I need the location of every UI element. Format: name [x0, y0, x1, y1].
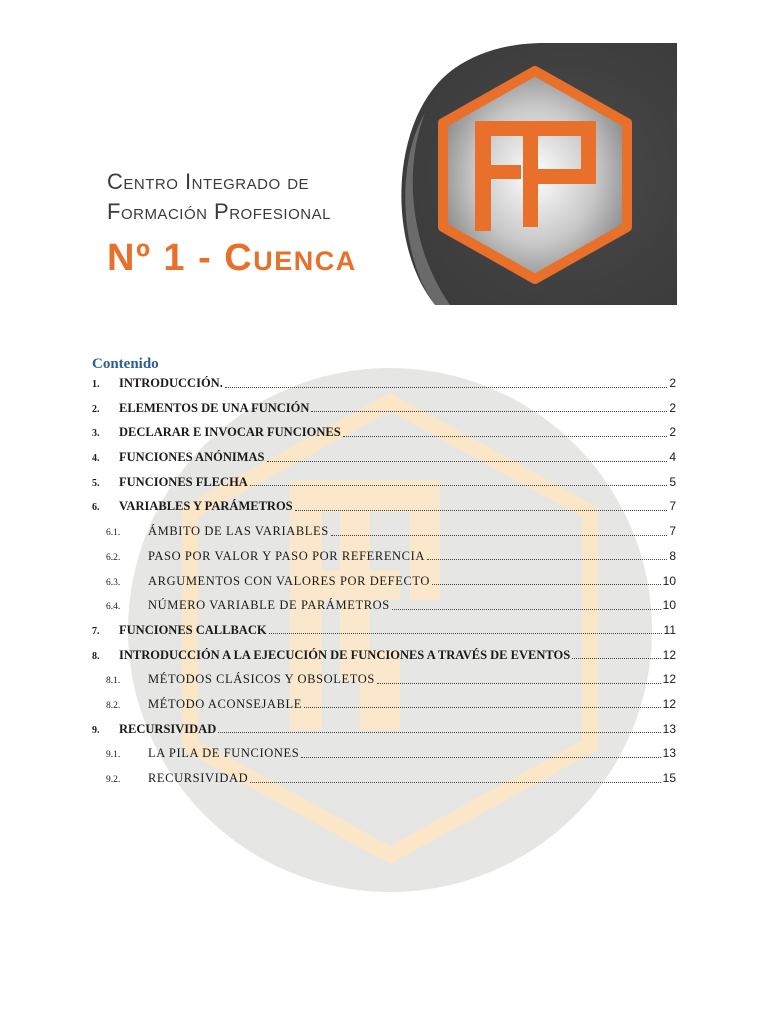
toc-entry-title: ÁMBITO DE LAS VARIABLES — [148, 524, 329, 539]
toc-entry-title: RECURSIVIDAD — [119, 721, 217, 736]
fp-logo — [395, 43, 677, 305]
toc-entry-title: DECLARAR E INVOCAR FUNCIONES — [119, 425, 341, 440]
toc-leader-dots — [304, 706, 661, 708]
toc-entry[interactable] — [92, 623, 676, 648]
table-of-contents — [92, 376, 676, 796]
toc-entry-title: INTRODUCCIÓN A LA EJECUCIÓN DE FUNCIONES A TRAVÉS DE EVENTOS — [119, 647, 571, 662]
toc-entry[interactable] — [92, 376, 676, 401]
toc-entry-page: 4 — [669, 450, 676, 465]
toc-entry[interactable] — [92, 401, 676, 426]
toc-entry-title: MÉTODOS CLÁSICOS Y OBSOLETOS — [148, 672, 375, 687]
title-line-2: Formación Profesional — [107, 199, 331, 224]
toc-entry-number: 1. — [92, 379, 100, 390]
toc-entry-page: 12 — [662, 647, 676, 662]
toc-entry[interactable] — [92, 475, 676, 500]
toc-entry-number: 6. — [92, 502, 100, 514]
toc-leader-dots — [432, 583, 661, 585]
toc-entry-number: 5. — [92, 477, 100, 489]
toc-leader-dots — [250, 484, 667, 486]
toc-entry[interactable] — [92, 450, 676, 475]
toc-entry-page: 5 — [669, 474, 676, 489]
toc-heading: Contenido — [92, 356, 159, 372]
toc-leader-dots — [427, 558, 667, 560]
toc-entry-number: 3. — [92, 428, 100, 440]
toc-entry-page: 2 — [669, 425, 676, 440]
toc-entry-title: INTRODUCCIÓN. — [119, 376, 223, 390]
title-line-1: Centro Integrado de — [107, 169, 310, 194]
toc-entry[interactable] — [92, 598, 676, 623]
toc-leader-dots — [572, 657, 660, 659]
toc-entry-number: 6.2. — [106, 552, 121, 563]
toc-entry-number: 6.1. — [106, 528, 121, 539]
toc-entry[interactable] — [92, 425, 676, 450]
toc-leader-dots — [250, 781, 660, 783]
toc-leader-dots — [331, 534, 667, 536]
toc-entry-page: 13 — [662, 721, 676, 736]
toc-entry-number: 7. — [92, 625, 100, 637]
toc-entry-page: 2 — [669, 400, 676, 415]
toc-entry[interactable] — [92, 574, 676, 599]
toc-leader-dots — [295, 509, 668, 511]
toc-entry-page: 8 — [669, 548, 676, 563]
toc-entry[interactable] — [92, 499, 676, 524]
toc-entry[interactable] — [92, 648, 676, 673]
toc-entry[interactable] — [92, 524, 676, 549]
toc-entry[interactable] — [92, 746, 676, 771]
toc-entry-number: 9.2. — [106, 775, 121, 785]
toc-entry-page: 7 — [669, 524, 676, 539]
toc-leader-dots — [225, 386, 667, 388]
toc-entry-page: 7 — [669, 499, 676, 514]
toc-leader-dots — [311, 410, 667, 412]
toc-entry[interactable] — [92, 697, 676, 722]
toc-entry-number: 8.2. — [106, 700, 121, 711]
toc-entry-number: 9. — [92, 724, 100, 736]
toc-entry-page: 10 — [662, 598, 676, 613]
toc-leader-dots — [218, 731, 660, 733]
toc-leader-dots — [392, 608, 661, 610]
toc-entry-title: ELEMENTOS DE UNA FUNCIÓN — [119, 400, 310, 415]
title-line-3: Nº 1 - Cuenca — [107, 237, 357, 279]
toc-leader-dots — [269, 632, 662, 634]
toc-entry-number: 6.3. — [106, 577, 121, 588]
toc-entry-title: FUNCIONES ANÓNIMAS — [119, 450, 265, 465]
toc-entry-number: 8. — [92, 650, 100, 662]
toc-leader-dots — [343, 435, 668, 437]
toc-entry-page: 12 — [662, 696, 676, 711]
toc-entry[interactable] — [92, 549, 676, 574]
toc-entry-number: 4. — [92, 453, 100, 465]
toc-entry-title: ARGUMENTOS CON VALORES POR DEFECTO — [148, 573, 431, 588]
toc-entry-number: 6.4. — [106, 602, 121, 613]
toc-entry-page: 13 — [662, 746, 676, 761]
toc-entry-title: MÉTODO ACONSEJABLE — [148, 696, 302, 711]
toc-entry-number: 9.1. — [106, 750, 121, 761]
toc-leader-dots — [301, 756, 660, 758]
toc-leader-dots — [377, 682, 661, 684]
toc-entry-page: 10 — [662, 573, 676, 588]
toc-entry-title: LA PILA DE FUNCIONES — [148, 746, 300, 761]
toc-entry[interactable] — [92, 771, 676, 796]
toc-entry-title: NÚMERO VARIABLE DE PARÁMETROS — [148, 598, 390, 613]
toc-entry-page: 11 — [663, 622, 676, 637]
toc-entry-page: 15 — [662, 771, 676, 785]
toc-leader-dots — [267, 460, 668, 462]
toc-entry-title: PASO POR VALOR Y PASO POR REFERENCIA — [148, 548, 426, 563]
toc-entry-page: 2 — [669, 376, 676, 390]
toc-entry-page: 12 — [662, 672, 676, 687]
toc-entry[interactable] — [92, 672, 676, 697]
toc-entry-title: FUNCIONES CALLBACK — [119, 622, 267, 637]
toc-entry[interactable] — [92, 722, 676, 747]
toc-entry-title: RECURSIVIDAD — [148, 771, 249, 785]
toc-entry-title: VARIABLES Y PARÁMETROS — [119, 499, 293, 514]
toc-entry-title: FUNCIONES FLECHA — [119, 474, 248, 489]
toc-entry-number: 8.1. — [106, 676, 121, 687]
toc-entry-number: 2. — [92, 403, 100, 415]
institution-title — [107, 168, 357, 280]
